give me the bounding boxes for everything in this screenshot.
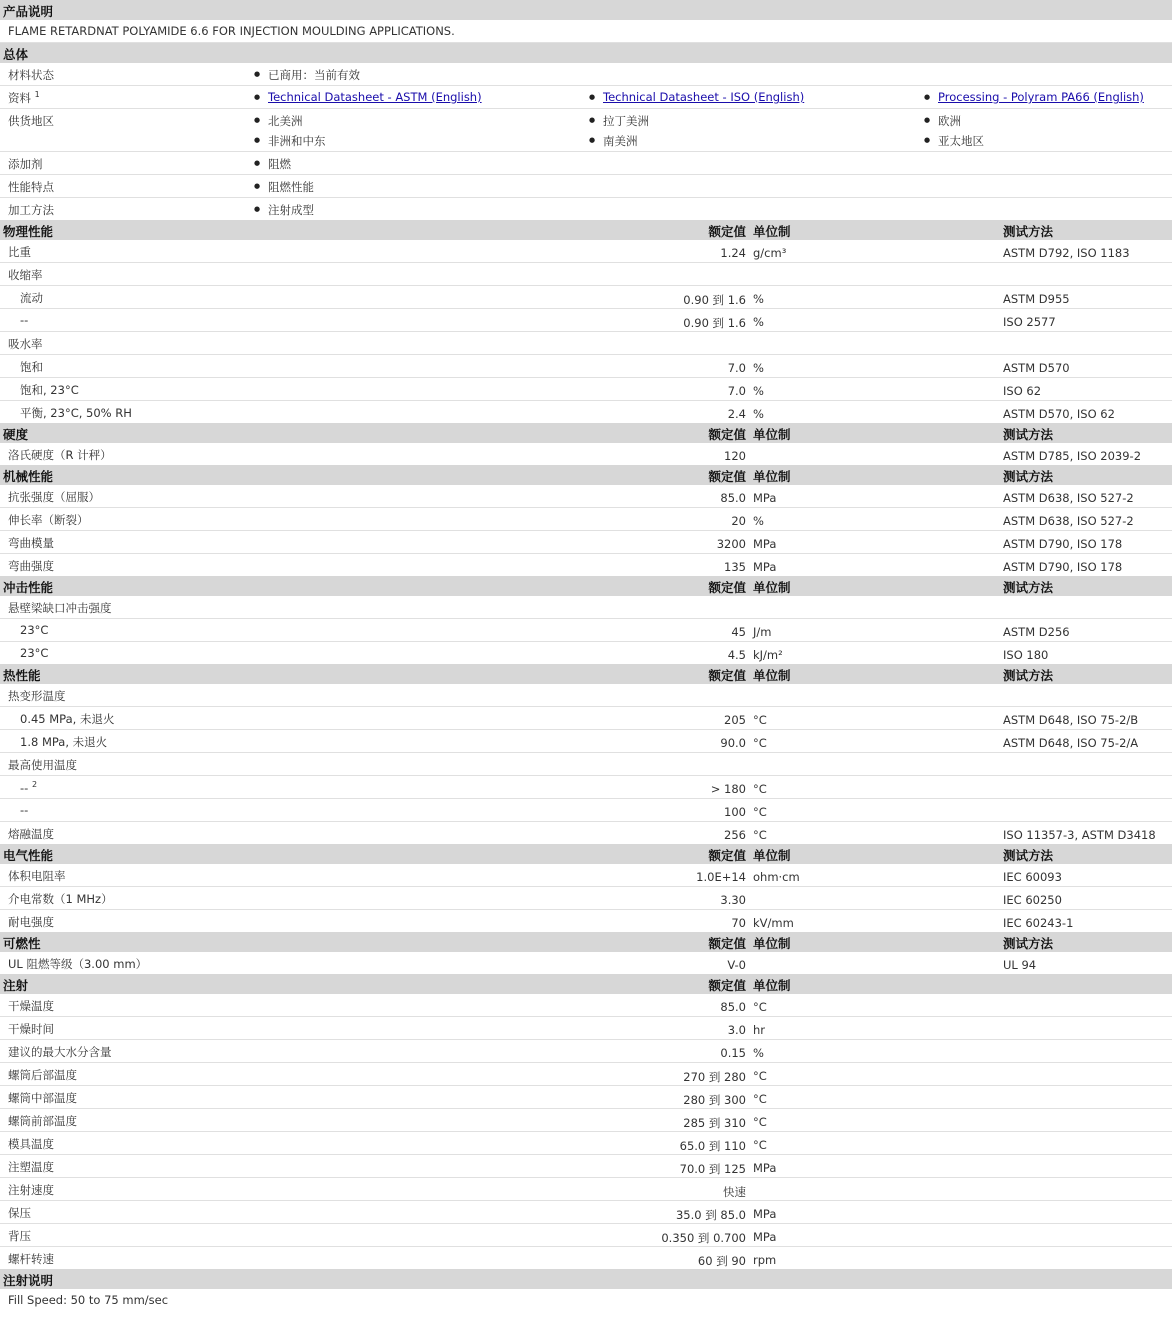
- row-unit: J/m: [753, 625, 772, 639]
- row-unit: °C: [753, 1115, 767, 1129]
- additive-row: [0, 152, 1172, 175]
- row-label: 弯曲强度: [8, 559, 54, 573]
- row-unit: MPa: [753, 537, 777, 551]
- header-value: 额定值: [708, 224, 746, 239]
- table-row: [0, 443, 1172, 465]
- section-title: 注射说明: [3, 1273, 54, 1288]
- row-label: 注射速度: [8, 1183, 54, 1197]
- description-text: FLAME RETARDNAT POLYAMIDE 6.6 FOR INJECTION MOULDING APPLICATIONS.: [8, 24, 455, 38]
- table-row: [0, 508, 1172, 531]
- row-method: IEC 60250: [1003, 893, 1062, 907]
- section-electrical: [0, 844, 1172, 864]
- row-label: 悬壁梁缺口冲击强度: [8, 601, 112, 615]
- table-row: [0, 531, 1172, 554]
- row-method: UL 94: [1003, 958, 1037, 972]
- row-label: 添加剂: [8, 157, 43, 171]
- row-method: ASTM D256: [1003, 625, 1070, 639]
- row-label: --: [20, 313, 29, 327]
- row-method: IEC 60093: [1003, 870, 1062, 884]
- row-value: > 180: [710, 782, 746, 796]
- row-method: ASTM D648, ISO 75-2/A: [1003, 736, 1139, 750]
- section-flammability: [0, 932, 1172, 952]
- table-row: [0, 994, 1172, 1017]
- row-unit: %: [753, 514, 764, 528]
- row-value: 270 到 280: [683, 1070, 746, 1084]
- table-row: [0, 707, 1172, 730]
- row-value: 快速: [723, 1185, 746, 1199]
- row-unit: %: [753, 315, 764, 329]
- table-row: [0, 1109, 1172, 1132]
- row-label: 性能特点: [8, 180, 54, 194]
- row-value: 85.0: [720, 1000, 746, 1014]
- row-unit: MPa: [753, 1207, 777, 1221]
- section-title: 物理性能: [3, 224, 54, 239]
- row-label: 资料 $^1$: [8, 90, 40, 105]
- process-row: [0, 198, 1172, 220]
- row-unit: MPa: [753, 491, 777, 505]
- row-unit: rpm: [753, 1253, 777, 1267]
- row-value: 7.0: [727, 361, 746, 375]
- table-row: [0, 378, 1172, 401]
- row-label: 注塑温度: [8, 1160, 54, 1174]
- row-unit: %: [753, 407, 764, 421]
- row-label: 耐电强度: [8, 915, 54, 929]
- table-row: [0, 864, 1172, 887]
- table-row: [0, 910, 1172, 932]
- row-value: 35.0 到 85.0: [675, 1208, 746, 1222]
- row-label: --: [20, 803, 29, 817]
- row-unit: %: [753, 1046, 764, 1060]
- header-method: 测试方法: [1003, 668, 1054, 683]
- row-value: 135: [724, 560, 746, 574]
- table-row: [0, 401, 1172, 423]
- row-label: 0.45 MPa, 未退火: [20, 712, 115, 726]
- row-label: 收缩率: [8, 268, 43, 282]
- row-value: 3200: [716, 537, 746, 551]
- section-title: 电气性能: [3, 848, 54, 863]
- row-value: 4.5: [727, 648, 746, 662]
- row-label: 保压: [8, 1206, 31, 1220]
- row-value: 60 到 90: [697, 1254, 746, 1268]
- row-label: 背压: [8, 1229, 31, 1243]
- table-row: [0, 1063, 1172, 1086]
- row-label: -- $^2$: [20, 780, 38, 795]
- row-value: 285 到 310: [683, 1116, 746, 1130]
- section-injection: [0, 974, 1172, 994]
- row-label: 建议的最大水分含量: [8, 1045, 112, 1059]
- table-row: [0, 753, 1172, 776]
- status-value: ● 已商用：当前有效: [268, 67, 360, 83]
- table-row: [0, 619, 1172, 642]
- row-method: ASTM D785, ISO 2039-2: [1003, 449, 1142, 463]
- row-label: 吸水率: [8, 337, 43, 351]
- row-value: 65.0 到 110: [679, 1139, 746, 1153]
- section-hardness: [0, 423, 1172, 443]
- row-method: ASTM D570, ISO 62: [1003, 407, 1115, 421]
- row-method: ASTM D648, ISO 75-2/B: [1003, 713, 1139, 727]
- table-row: [0, 684, 1172, 707]
- row-label: 加工方法: [8, 203, 54, 217]
- table-row: [0, 1132, 1172, 1155]
- row-label: 螺筒前部温度: [8, 1114, 77, 1128]
- section-injection-notes: [0, 1269, 1172, 1289]
- notes-text: Fill Speed: 50 to 75 mm/sec: [8, 1293, 169, 1307]
- row-value: 45: [731, 625, 746, 639]
- table-row: [0, 776, 1172, 799]
- row-label: UL 阻燃等级（3.00 mm）: [8, 957, 148, 971]
- row-unit: °C: [753, 1000, 767, 1014]
- row-label: 材料状态: [8, 68, 54, 82]
- row-value: 280 到 300: [683, 1093, 746, 1107]
- row-label: 洛氏硬度（R 计秤）: [8, 448, 112, 462]
- table-row: [0, 1201, 1172, 1224]
- table-row: [0, 1155, 1172, 1178]
- row-unit: °C: [753, 1069, 767, 1083]
- row-value: 0.15: [720, 1046, 746, 1060]
- row-value: 2.4: [727, 407, 746, 421]
- header-value: 额定值: [708, 978, 746, 993]
- table-row: [0, 554, 1172, 576]
- row-value: 3.0: [727, 1023, 746, 1037]
- row-value: 0.90 到 1.6: [683, 316, 746, 330]
- section-title: 机械性能: [3, 469, 54, 484]
- row-value: 7.0: [727, 384, 746, 398]
- row-label: 弯曲模量: [8, 536, 54, 550]
- status-row: [0, 63, 1172, 86]
- row-unit: °C: [753, 828, 767, 842]
- header-value: 额定值: [708, 668, 746, 683]
- section-title: 冲击性能: [3, 580, 54, 595]
- row-unit: °C: [753, 1138, 767, 1152]
- doc-link-processing[interactable]: ● Processing - Polyram PA66 (English): [938, 90, 1144, 104]
- table-row: [0, 822, 1172, 844]
- section-title: 总体: [3, 47, 29, 62]
- row-method: ISO 180: [1003, 648, 1049, 662]
- region-item: ● 拉丁美洲: [603, 113, 649, 129]
- row-label: 热变形温度: [8, 689, 66, 703]
- section-general: [0, 43, 1172, 63]
- row-label: 干燥时间: [8, 1022, 54, 1036]
- row-unit: MPa: [753, 1230, 777, 1244]
- table-row: [0, 1178, 1172, 1201]
- region-item: ● 亚太地区: [938, 133, 984, 149]
- header-value: 额定值: [708, 848, 746, 863]
- region-item: ● 南美洲: [603, 133, 638, 149]
- row-label: 流动: [20, 291, 43, 305]
- header-unit: 单位制: [753, 580, 791, 595]
- row-label: 伸长率（断裂）: [8, 513, 89, 527]
- row-value: 120: [724, 449, 746, 463]
- table-row: [0, 952, 1172, 974]
- row-label: 干燥温度: [8, 999, 54, 1013]
- row-method: ASTM D790, ISO 178: [1003, 537, 1123, 551]
- section-title: 注射: [3, 978, 29, 993]
- row-value: 1.0E+14: [696, 870, 746, 884]
- header-value: 额定值: [708, 936, 746, 951]
- table-row: [0, 799, 1172, 822]
- row-label: 体积电阻率: [8, 869, 66, 883]
- row-method: ISO 11357-3, ASTM D3418: [1003, 828, 1156, 842]
- row-method: ASTM D792, ISO 1183: [1003, 246, 1130, 260]
- row-method: ASTM D790, ISO 178: [1003, 560, 1123, 574]
- table-row: [0, 286, 1172, 309]
- table-row: [0, 355, 1172, 378]
- table-row: [0, 485, 1172, 508]
- row-label: 供货地区: [8, 114, 54, 128]
- row-label: 模具温度: [8, 1137, 54, 1151]
- row-method: ASTM D638, ISO 527-2: [1003, 491, 1134, 505]
- row-method: ASTM D955: [1003, 292, 1070, 306]
- row-label: 熔融温度: [8, 827, 54, 841]
- row-unit: °C: [753, 736, 767, 750]
- table-row: [0, 642, 1172, 664]
- description-row: [0, 20, 1172, 43]
- feature-value: ● 阻燃性能: [268, 179, 314, 195]
- table-row: [0, 596, 1172, 619]
- header-unit: 单位制: [753, 848, 791, 863]
- table-row: [0, 309, 1172, 332]
- table-row: [0, 1086, 1172, 1109]
- table-row: [0, 240, 1172, 263]
- row-label: 1.8 MPa, 未退火: [20, 735, 108, 749]
- row-value: 1.24: [720, 246, 746, 260]
- row-unit: °C: [753, 805, 767, 819]
- region-item: ● 非洲和中东: [268, 133, 326, 149]
- section-product-desc: [0, 0, 1172, 20]
- notes-row: [0, 1289, 1172, 1311]
- table-row: [0, 1017, 1172, 1040]
- row-method: ASTM D638, ISO 527-2: [1003, 514, 1134, 528]
- table-row: [0, 263, 1172, 286]
- header-unit: 单位制: [753, 978, 791, 993]
- row-label: 饱和, 23°C: [20, 383, 79, 397]
- region-item: ● 欧洲: [938, 113, 961, 129]
- row-label: 介电常数（1 MHz）: [8, 892, 113, 906]
- row-value: 0.350 到 0.700: [661, 1231, 746, 1245]
- row-unit: kJ/m²: [753, 648, 783, 662]
- row-method: ISO 2577: [1003, 315, 1056, 329]
- header-unit: 单位制: [753, 469, 791, 484]
- header-unit: 单位制: [753, 936, 791, 951]
- table-row: [0, 1224, 1172, 1247]
- doc-link-iso[interactable]: ● Technical Datasheet - ISO (English): [603, 90, 804, 104]
- row-method: IEC 60243-1: [1003, 916, 1074, 930]
- row-label: 饱和: [20, 360, 43, 374]
- row-method: ASTM D570: [1003, 361, 1070, 375]
- row-value: 100: [724, 805, 746, 819]
- row-unit: hr: [753, 1023, 766, 1037]
- feature-row: [0, 175, 1172, 198]
- row-label: 螺杆转速: [8, 1252, 54, 1266]
- table-row: [0, 1247, 1172, 1269]
- docs-row: [0, 86, 1172, 109]
- header-method: 测试方法: [1003, 580, 1054, 595]
- row-unit: MPa: [753, 1161, 777, 1175]
- row-unit: %: [753, 361, 764, 375]
- section-physical: [0, 220, 1172, 240]
- row-label: 23°C: [20, 646, 49, 660]
- row-label: 最高使用温度: [8, 758, 77, 772]
- row-label: 比重: [8, 245, 31, 259]
- header-unit: 单位制: [753, 427, 791, 442]
- header-method: 测试方法: [1003, 936, 1054, 951]
- row-label: 23°C: [20, 623, 49, 637]
- row-unit: MPa: [753, 560, 777, 574]
- row-value: 85.0: [720, 491, 746, 505]
- table-row: [0, 730, 1172, 753]
- header-unit: 单位制: [753, 224, 791, 239]
- row-method: ISO 62: [1003, 384, 1042, 398]
- header-method: 测试方法: [1003, 427, 1054, 442]
- row-value: 70.0 到 125: [679, 1162, 746, 1176]
- header-value: 额定值: [708, 469, 746, 484]
- header-value: 额定值: [708, 427, 746, 442]
- row-label: 螺筒后部温度: [8, 1068, 77, 1082]
- region-item: ● 北美洲: [268, 113, 303, 129]
- region-row: [0, 109, 1172, 152]
- row-unit: %: [753, 384, 764, 398]
- additive-value: ● 阻燃: [268, 156, 291, 172]
- row-unit: kV/mm: [753, 916, 794, 930]
- table-row: [0, 1040, 1172, 1063]
- row-unit: °C: [753, 713, 767, 727]
- section-thermal: [0, 664, 1172, 684]
- header-unit: 单位制: [753, 668, 791, 683]
- row-value: 256: [724, 828, 746, 842]
- section-mechanical: [0, 465, 1172, 485]
- row-label: 螺筒中部温度: [8, 1091, 77, 1105]
- section-title: 热性能: [3, 668, 41, 683]
- row-value: V-0: [727, 958, 746, 972]
- header-method: 测试方法: [1003, 224, 1054, 239]
- section-title: 硬度: [3, 427, 29, 442]
- row-label: 平衡, 23°C, 50% RH: [20, 406, 132, 420]
- process-value: ● 注射成型: [268, 202, 314, 218]
- table-row: [0, 887, 1172, 910]
- table-row: [0, 332, 1172, 355]
- header-method: 测试方法: [1003, 848, 1054, 863]
- row-unit: °C: [753, 1092, 767, 1106]
- header-value: 额定值: [708, 580, 746, 595]
- doc-link-astm[interactable]: ● Technical Datasheet - ASTM (English): [268, 90, 482, 104]
- row-value: 90.0: [720, 736, 746, 750]
- row-value: 205: [724, 713, 746, 727]
- section-title: 可燃性: [3, 936, 41, 951]
- row-label: 抗张强度（屈服）: [8, 490, 100, 504]
- header-method: 测试方法: [1003, 469, 1054, 484]
- section-title: 产品说明: [3, 4, 54, 19]
- row-unit: g/cm³: [753, 246, 787, 260]
- row-value: 3.30: [720, 893, 746, 907]
- row-unit: %: [753, 292, 764, 306]
- row-unit: °C: [753, 782, 767, 796]
- section-impact: [0, 576, 1172, 596]
- row-unit: ohm·cm: [753, 870, 800, 884]
- row-value: 0.90 到 1.6: [683, 293, 746, 307]
- row-value: 70: [731, 916, 746, 930]
- row-value: 20: [731, 514, 746, 528]
